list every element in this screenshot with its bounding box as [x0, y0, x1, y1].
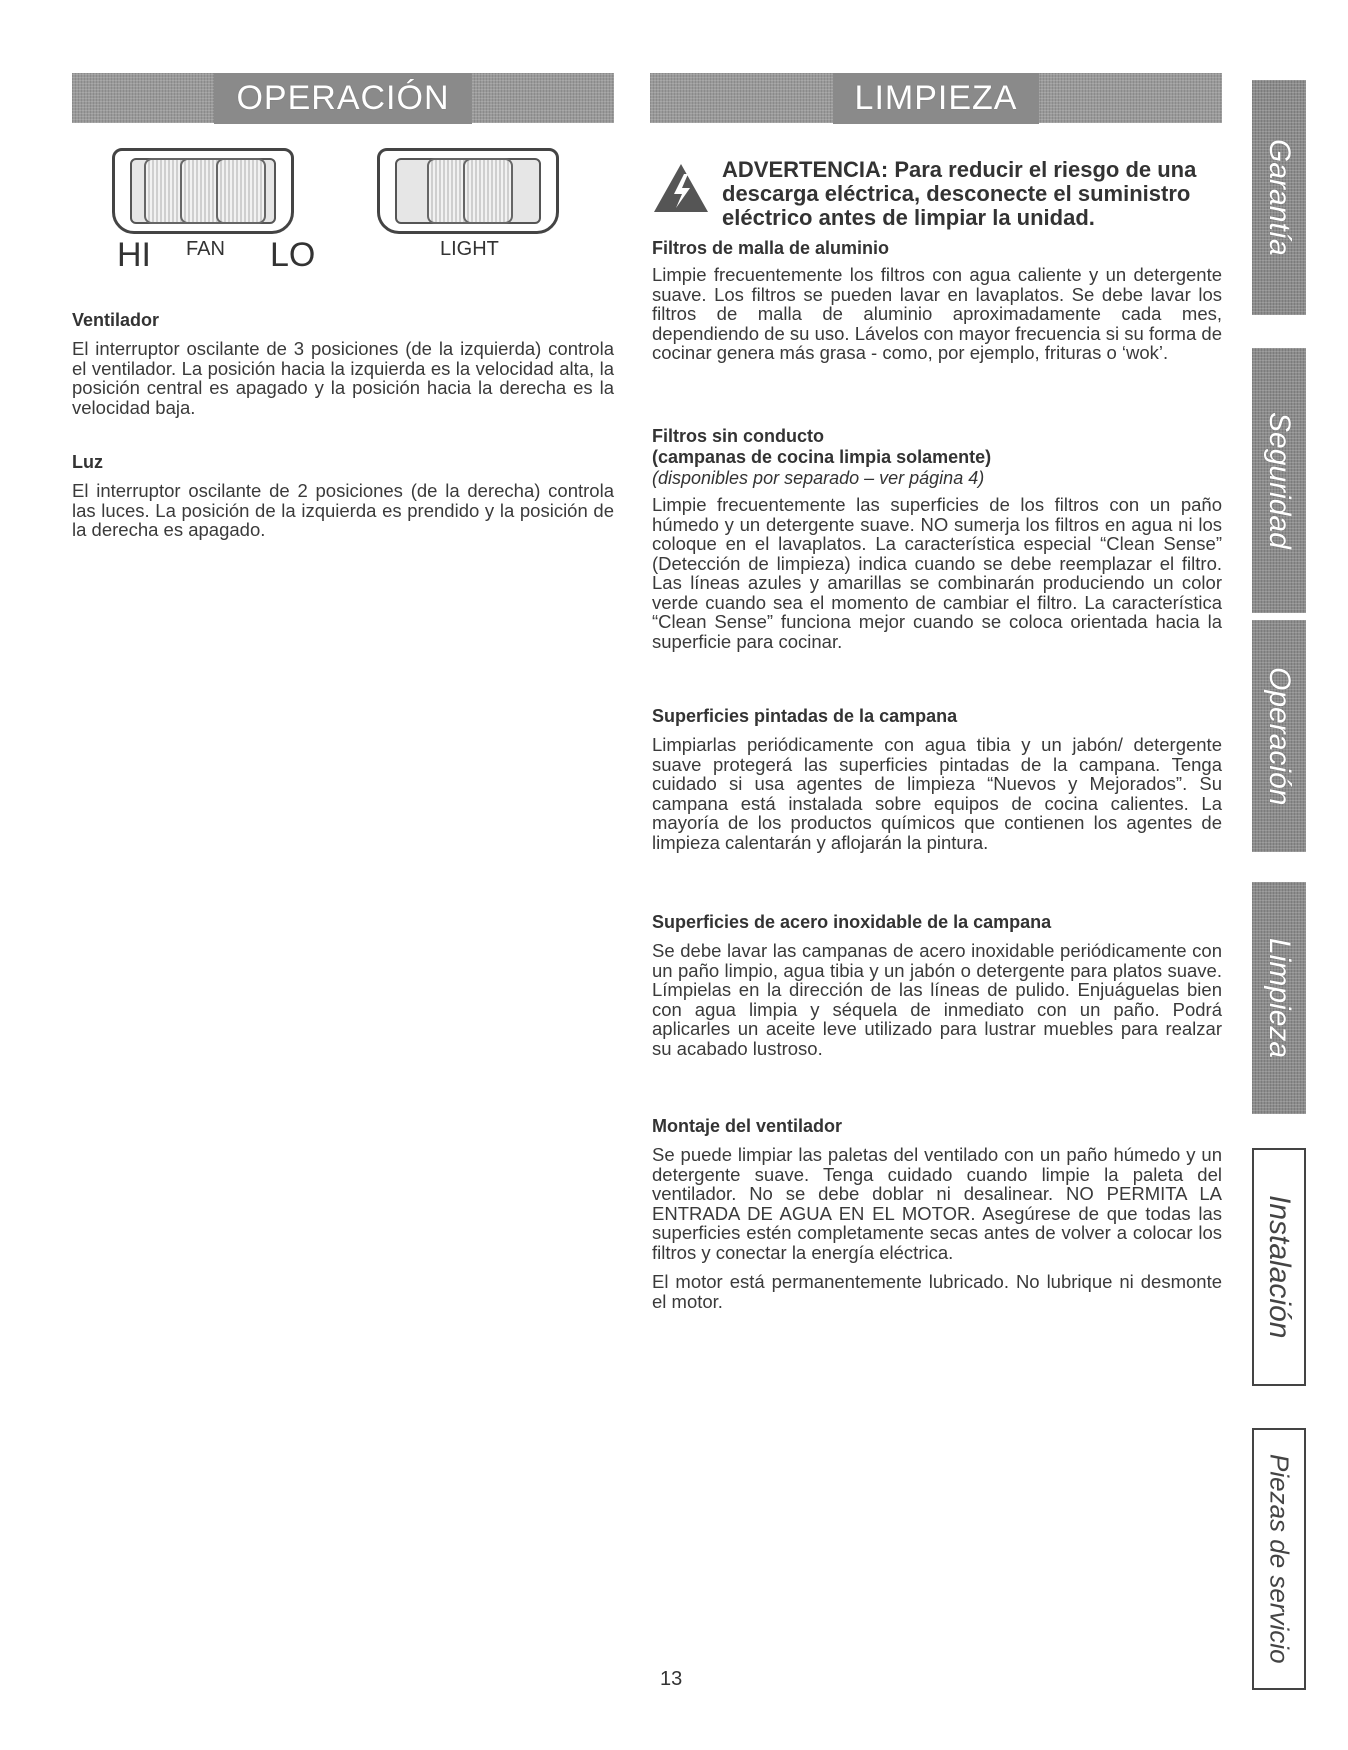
warning-text: ADVERTENCIA: Para reducir el riesgo de una descarga eléctrica, desconecte el suministro eléctrico antes de limpiar la unidad. — [722, 157, 1197, 230]
filtros-malla-text: Limpie frecuentemente los filtros con agua caliente y un detergente suave. Los filtros se pueden lavar en lavaplatos. Se debe lavar los filtros de malla de aluminio aproximadamente cada mes, dependiendo de su uso. Lávelos con mayor frecuencia si su forma de cocinar genera más grasa - como, por ejemplo, frituras o ‘wok’. — [652, 264, 1222, 363]
acero-inoxidable-section — [652, 912, 1222, 1058]
luz-text: El interruptor oscilante de 2 posiciones (de la derecha) controla las luces. La posición de la izquierda es prendido y la posición de la derecha es apagado. — [72, 480, 614, 540]
side-tab-limpieza[interactable] — [1252, 882, 1306, 1114]
operacion-banner — [72, 73, 614, 123]
hi-label: HI — [117, 236, 151, 274]
filtros-sin-conducto-text: Limpie frecuentemente las superficies de los filtros con un paño húmedo y un detergente suave. NO sumerja los filtros en agua ni los coloque en el lavaplatos. La característica especial “Clean Sense” (Detección de limpieza) indica cuando se debe reemplazar el filtro. Las líneas azules y amarillas se combinarán produciendo un color verde cuando sea el momento de cambiar el filtro. La característica “Clean Sense” funciona mejor cuando se coloca orientada hacia la superficie para cocinar. — [652, 494, 1222, 652]
fan-rocker-switch-illustration — [112, 148, 294, 234]
side-tab-instalacion-label: Instalación — [1263, 1195, 1296, 1339]
montaje-motor-text: El motor está permanentemente lubricado. No lubrique ni desmonte el motor. — [652, 1271, 1222, 1312]
montaje-ventilador-heading: Montaje del ventilador — [652, 1116, 843, 1136]
luz-section — [72, 452, 614, 540]
side-tab-instalacion[interactable] — [1252, 1148, 1306, 1386]
montaje-ventilador-section — [652, 1116, 1222, 1311]
side-tab-operacion-label: Operación — [1263, 666, 1296, 806]
side-tab-garantia-label: Garantía — [1263, 139, 1296, 256]
limpieza-banner — [650, 73, 1222, 123]
montaje-ventilador-text: Se puede limpiar las paletas del ventilado con un paño húmedo y un detergente suave. Tenga cuidado cuando limpie la paleta del ventilador. No se debe doblar ni desalinear. NO PERMITA LA ENTRADA DE AGUA EN EL MOTOR. Asegúrese de que todas las superficies estén completamente secas antes de volver a colocar los filtros y conectar la energía eléctrica. — [652, 1144, 1222, 1263]
luz-heading: Luz — [72, 452, 103, 472]
side-tab-garantia[interactable] — [1252, 80, 1306, 315]
side-tab-limpieza-label: Limpieza — [1263, 937, 1296, 1059]
acero-inoxidable-text: Se debe lavar las campanas de acero inoxidable periódicamente con un paño limpio, agua tibia y un jabón o detergente para platos suave. Límpielas en la dirección de las líneas de pulido. Enjuáguelas bien con agua limpia y séquela de inmediato con un paño. Podrá aplicarles un aceite leve utilizado para lustrar muebles para realzar su acabado lustroso. — [652, 940, 1222, 1059]
ventilador-heading: Ventilador — [72, 310, 160, 330]
side-tab-seguridad-label: Seguridad — [1263, 412, 1296, 549]
acero-inoxidable-heading: Superficies de acero inoxidable de la campana — [652, 912, 1052, 932]
lo-label: LO — [270, 236, 316, 274]
side-tab-piezas-label: Piezas de servicio — [1264, 1454, 1295, 1664]
side-tab-operacion[interactable] — [1252, 620, 1306, 852]
ventilador-section — [72, 310, 614, 417]
side-tab-piezas-de-servicio[interactable] — [1252, 1428, 1306, 1690]
fan-label: FAN — [186, 238, 225, 260]
page-number: 13 — [660, 1668, 683, 1690]
filtros-disponibles-note: (disponibles por separado – ver página 4) — [652, 468, 985, 488]
superficies-pintadas-section — [652, 706, 1222, 852]
superficies-pintadas-heading: Superficies pintadas de la campana — [652, 706, 958, 726]
filtros-sin-conducto-section — [652, 426, 1222, 651]
ventilador-text: El interruptor oscilante de 3 posiciones (de la izquierda) controla el ventilador. La posición hacia la izquierda es la velocidad alta, la posición central es apagado y la posición hacia la derecha es la velocidad baja. — [72, 338, 614, 418]
operacion-banner-title: OPERACIÓN — [214, 73, 471, 124]
warning-triangle-icon — [652, 162, 710, 214]
filtros-malla-heading: Filtros de malla de aluminio — [652, 238, 890, 258]
limpieza-banner-title: LIMPIEZA — [833, 73, 1040, 124]
superficies-pintadas-text: Limpiarlas periódicamente con agua tibia y un jabón/ detergente suave protegerá las superficies pintadas de la campana. Tenga cuidado si usa agentes de limpieza “Nuevos y Mejorados”. Su campana está instalada sobre equipos de cocina calientes. La mayoría de los productos químicos que contienen los agentes de limpieza calentarán y aflojarán la pintura. — [652, 734, 1222, 853]
light-label: LIGHT — [440, 238, 499, 260]
side-tab-seguridad[interactable] — [1252, 348, 1306, 613]
filtros-sin-conducto-heading: Filtros sin conducto — [652, 426, 825, 446]
filtros-malla-section — [652, 238, 1222, 363]
light-rocker-switch-illustration — [377, 148, 559, 234]
filtros-sin-conducto-subheading: (campanas de cocina limpia solamente) — [652, 447, 992, 467]
